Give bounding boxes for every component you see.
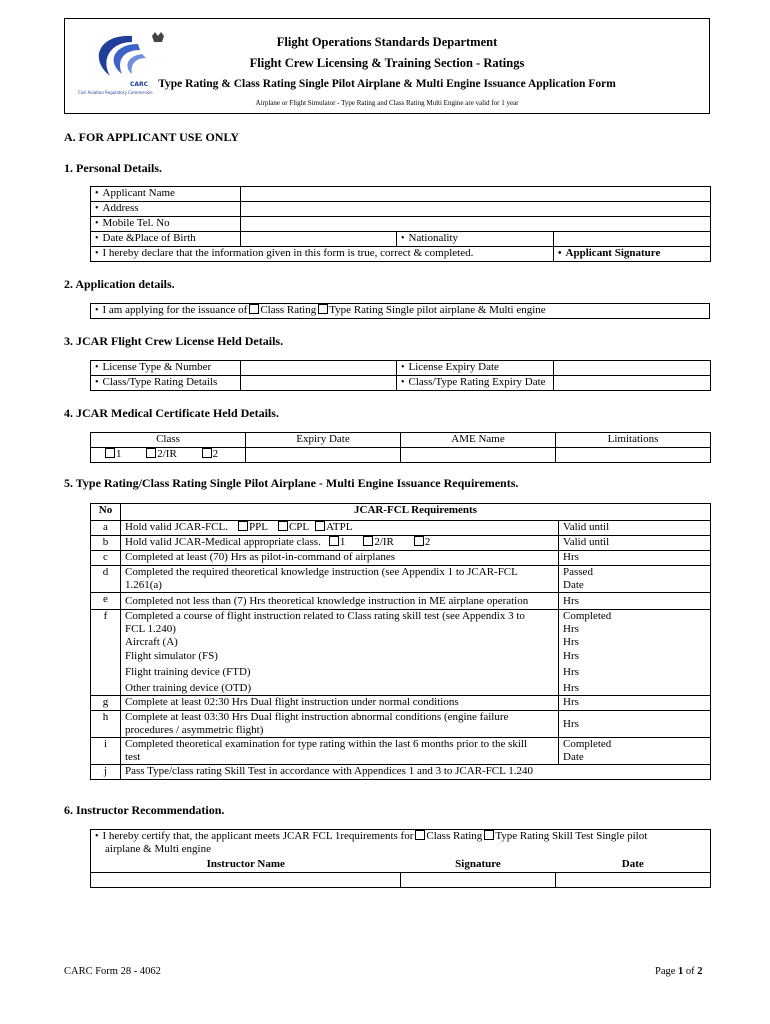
req-f-text: Completed a course of flight instruction related to Class rating skill test (see Appendix 3 to FCL 1.240) Aircraft (A) Flight simulator (FS) Flight training device (FTD) Other training device (OTD) bbox=[121, 610, 559, 696]
requirements-table bbox=[90, 503, 711, 780]
req-b-status[interactable]: Valid until bbox=[559, 536, 711, 551]
date-header: Date bbox=[556, 858, 711, 873]
req-letter: d bbox=[91, 566, 121, 593]
instructor-signature-field[interactable] bbox=[401, 873, 556, 888]
type-rating-checkbox[interactable] bbox=[318, 304, 328, 314]
req-e-text: Completed not less than (7) Hrs theoretical knowledge instruction in ME airplane operation bbox=[121, 593, 559, 610]
instructor-certify: • I hereby certify that, the applicant meets JCAR FCL 1requirements for Class Rating Type Rating Skill Test Single pilot airplane & Multi engine bbox=[91, 830, 711, 859]
req-i-text: Completed theoretical examination for type rating within the last 6 months prior to the skill test bbox=[121, 738, 559, 765]
req-letter: i bbox=[91, 738, 121, 765]
ppl-checkbox[interactable] bbox=[238, 521, 248, 531]
instructor-name-header: Instructor Name bbox=[91, 858, 401, 873]
form-subtitle: Airplane or Flight Simulator - Type Rating and Class Rating Multi Engine are valid for 1 year bbox=[255, 99, 519, 107]
medical-class-2-checkbox[interactable] bbox=[202, 448, 212, 458]
section-4-heading: 4. JCAR Medical Certificate Held Details. bbox=[64, 406, 279, 420]
medical-class-2-label: 2 bbox=[212, 448, 219, 460]
class-type-field[interactable] bbox=[241, 376, 397, 391]
section-5-heading: 5. Type Rating/Class Rating Single Pilot Airplane - Multi Engine Issuance Requirements. bbox=[64, 476, 519, 490]
nationality-field[interactable] bbox=[554, 232, 711, 247]
req-g-text: Complete at least 02:30 Hrs Dual flight instruction under normal conditions bbox=[121, 696, 559, 711]
req-letter: h bbox=[91, 711, 121, 738]
medical-1-checkbox[interactable] bbox=[329, 536, 339, 546]
mobile-label: • Mobile Tel. No bbox=[91, 217, 241, 232]
req-e-status[interactable]: Hrs bbox=[559, 593, 711, 610]
ame-name-field[interactable] bbox=[401, 448, 556, 463]
nationality-label: • Nationality bbox=[397, 232, 554, 247]
medical-table bbox=[90, 432, 711, 463]
section-3-heading: 3. JCAR Flight Crew License Held Details. bbox=[64, 334, 284, 348]
carc-logo bbox=[70, 28, 176, 100]
req-letter: b bbox=[91, 536, 121, 551]
instructor-type-rating-checkbox[interactable] bbox=[484, 830, 494, 840]
license-details-table bbox=[90, 360, 711, 391]
section-2-heading: 2. Application details. bbox=[64, 277, 175, 291]
medical-expiry-header: Expiry Date bbox=[246, 433, 401, 448]
applicant-name-label: • Applicant Name bbox=[91, 187, 241, 202]
req-letter: c bbox=[91, 551, 121, 566]
section-6-heading: 6. Instructor Recommendation. bbox=[64, 803, 225, 817]
form-title: Type Rating & Class Rating Single Pilot Airplane & Multi Engine Issuance Application Form bbox=[158, 78, 616, 90]
req-h-status[interactable]: Hrs bbox=[559, 711, 711, 738]
requirements-header: JCAR-FCL Requirements bbox=[121, 504, 711, 521]
license-expiry-label: • License Expiry Date bbox=[397, 361, 554, 376]
req-c-status[interactable]: Hrs bbox=[559, 551, 711, 566]
mobile-field[interactable] bbox=[241, 217, 711, 232]
req-h-text: Complete at least 03:30 Hrs Dual flight instruction abnormal conditions (engine failure procedures / asymmetric flight) bbox=[121, 711, 559, 738]
req-i-status[interactable]: Completed Date bbox=[559, 738, 711, 765]
license-expiry-field[interactable] bbox=[554, 361, 711, 376]
personal-details-table bbox=[90, 186, 711, 262]
medical-2-checkbox[interactable] bbox=[414, 536, 424, 546]
section-a-heading: A. FOR APPLICANT USE ONLY bbox=[64, 130, 240, 144]
req-letter: f bbox=[91, 610, 121, 696]
page-number: Page 1 of 2 bbox=[655, 966, 703, 977]
logo-subtext: Civil Aviation Regulatory Commission bbox=[78, 90, 153, 95]
req-j-text: Pass Type/class rating Skill Test in accordance with Appendices 1 and 3 to JCAR-FCL 1.240 bbox=[121, 765, 711, 780]
no-header: No bbox=[91, 504, 121, 521]
section-title: Flight Crew Licensing & Training Section - Ratings bbox=[249, 56, 525, 70]
class-rating-checkbox[interactable] bbox=[249, 304, 259, 314]
logo-text: CARC bbox=[130, 81, 149, 88]
declaration-text: • I hereby declare that the information given in this form is true, correct & completed. bbox=[91, 247, 554, 262]
application-row: • I am applying for the issuance of Class Rating Type Rating Single pilot airplane & Multi engine bbox=[91, 304, 710, 319]
req-d-status[interactable]: Passed Date bbox=[559, 566, 711, 593]
req-c-text: Completed at least (70) Hrs as pilot-in-command of airplanes bbox=[121, 551, 559, 566]
medical-class-header: Class bbox=[91, 433, 246, 448]
req-letter: j bbox=[91, 765, 121, 780]
req-letter: e bbox=[91, 593, 121, 610]
req-g-status[interactable]: Hrs bbox=[559, 696, 711, 711]
medical-2ir-checkbox[interactable] bbox=[363, 536, 373, 546]
type-rating-label: Type Rating Single pilot airplane & Multi engine bbox=[329, 304, 546, 316]
instructor-class-rating-checkbox[interactable] bbox=[415, 830, 425, 840]
class-rating-label: Class Rating bbox=[260, 304, 317, 316]
req-a-status[interactable]: Valid until bbox=[559, 521, 711, 536]
atpl-checkbox[interactable] bbox=[315, 521, 325, 531]
medical-class-2ir-checkbox[interactable] bbox=[146, 448, 156, 458]
dob-field[interactable] bbox=[241, 232, 397, 247]
address-label: • Address bbox=[91, 202, 241, 217]
dob-label: • Date &Place of Birth bbox=[91, 232, 241, 247]
ame-name-header: AME Name bbox=[401, 433, 556, 448]
address-field[interactable] bbox=[241, 202, 711, 217]
limitations-field[interactable] bbox=[556, 448, 711, 463]
class-type-expiry-label: • Class/Type Rating Expiry Date bbox=[397, 376, 554, 391]
department-title: Flight Operations Standards Department bbox=[276, 35, 498, 49]
instructor-class-rating-label: Class Rating bbox=[426, 830, 483, 842]
req-letter: a bbox=[91, 521, 121, 536]
req-a-text: Hold valid JCAR-FCL. PPL CPL ATPL bbox=[121, 521, 559, 536]
req-b-text: Hold valid JCAR-Medical appropriate class. 1 2/IR 2 bbox=[121, 536, 559, 551]
form-number: CARC Form 28 - 4062 bbox=[64, 966, 161, 977]
license-type-field[interactable] bbox=[241, 361, 397, 376]
signature-header: Signature bbox=[401, 858, 556, 873]
instructor-date-field[interactable] bbox=[556, 873, 711, 888]
medical-class-options bbox=[91, 448, 246, 463]
applicant-signature-field[interactable]: • Applicant Signature bbox=[554, 247, 711, 262]
class-type-label: • Class/Type Rating Details bbox=[91, 376, 241, 391]
limitations-header: Limitations bbox=[556, 433, 711, 448]
license-type-label: • License Type & Number bbox=[91, 361, 241, 376]
medical-class-1-label: 1 bbox=[116, 448, 122, 460]
instructor-table bbox=[90, 829, 711, 888]
req-d-text: Completed the required theoretical knowledge instruction (see Appendix 1 to JCAR-FCL 1.261(a) bbox=[121, 566, 559, 593]
cpl-checkbox[interactable] bbox=[278, 521, 288, 531]
application-details-table bbox=[90, 303, 710, 319]
medical-class-2ir-label: 2/IR bbox=[157, 448, 177, 460]
req-f-status[interactable]: Completed Hrs Hrs Hrs Hrs Hrs bbox=[559, 610, 711, 696]
medical-expiry-field[interactable] bbox=[246, 448, 401, 463]
req-letter: g bbox=[91, 696, 121, 711]
instructor-name-field[interactable] bbox=[91, 873, 401, 888]
medical-class-1-checkbox[interactable] bbox=[105, 448, 115, 458]
instructor-type-rating-label: Type Rating Skill Test Single pilot bbox=[495, 830, 648, 842]
section-1-heading: 1. Personal Details. bbox=[64, 161, 162, 175]
class-type-expiry-field[interactable] bbox=[554, 376, 711, 391]
applicant-name-field[interactable] bbox=[241, 187, 711, 202]
